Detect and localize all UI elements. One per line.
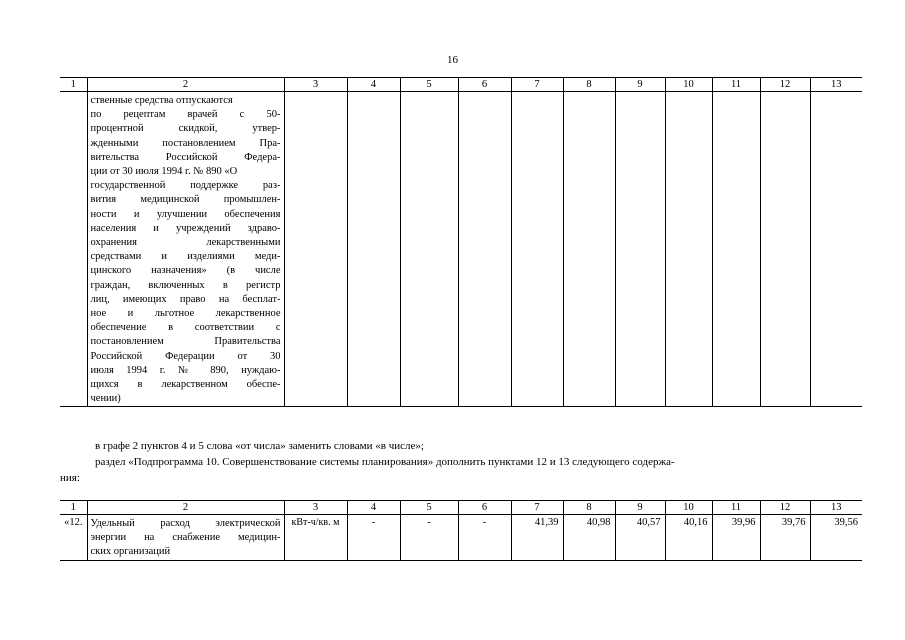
value-cell: 39,56 xyxy=(810,515,862,561)
description-line: июля 1994 г. № 890, нуждаю- xyxy=(90,364,281,376)
table-continued xyxy=(60,77,862,407)
description-line: энергии на снабжение медицин- xyxy=(90,532,281,544)
value-cell: 41,39 xyxy=(511,515,563,561)
row-number: «12. xyxy=(60,515,87,561)
column-header: 5 xyxy=(400,78,458,92)
description-line: ции от 30 июля 1994 г. № 890 «О xyxy=(90,166,238,178)
description-line: по рецептам врачей с 50- xyxy=(90,109,281,121)
column-header: 3 xyxy=(284,78,347,92)
column-header: 13 xyxy=(810,501,862,515)
column-header: 7 xyxy=(511,501,563,515)
table-cell xyxy=(563,92,615,407)
description-line: жденными постановлением Пра- xyxy=(90,137,281,149)
column-header: 6 xyxy=(458,78,511,92)
description-line: ских организаций xyxy=(90,546,171,558)
table-header-row xyxy=(60,501,862,515)
column-header: 4 xyxy=(347,78,400,92)
column-header: 9 xyxy=(615,501,665,515)
column-header: 12 xyxy=(760,78,810,92)
amendment-paragraph-2-end: ния: xyxy=(60,472,80,484)
column-header: 9 xyxy=(615,78,665,92)
description-line: государственной поддержке раз- xyxy=(90,180,281,192)
table-cell xyxy=(347,92,400,407)
description-cell xyxy=(87,515,284,561)
description-line: цинского назначения» (в числе xyxy=(90,265,281,277)
table-cell xyxy=(615,92,665,407)
description-line: постановлением Правительства xyxy=(90,336,281,348)
value-cell: 39,96 xyxy=(712,515,760,561)
table-new-items xyxy=(60,500,862,561)
column-header: 6 xyxy=(458,501,511,515)
description-line: Удельный расход электрической xyxy=(90,518,281,529)
description-line: вития медицинской промышлен- xyxy=(90,194,281,206)
column-header: 1 xyxy=(60,78,87,92)
description-line: средствами и изделиями меди- xyxy=(90,251,281,263)
table-header-row xyxy=(60,78,862,92)
table-cell xyxy=(712,92,760,407)
page-number: 16 xyxy=(447,54,458,66)
column-header: 10 xyxy=(665,78,712,92)
description-line: Российской Федерации от 30 xyxy=(90,350,281,362)
column-header: 7 xyxy=(511,78,563,92)
value-cell: - xyxy=(400,515,458,561)
table-cell xyxy=(511,92,563,407)
description-line: охранения лекарственными xyxy=(90,237,281,249)
column-header: 2 xyxy=(87,501,284,515)
column-header: 8 xyxy=(563,78,615,92)
description-line: ственные средства отпускаются xyxy=(90,95,233,106)
description-line: обеспечение в соответствии с xyxy=(90,322,281,334)
description-line: лиц, имеющих право на бесплат- xyxy=(90,293,281,305)
column-header: 2 xyxy=(87,78,284,92)
table-cell xyxy=(400,92,458,407)
column-header: 11 xyxy=(712,78,760,92)
column-header: 11 xyxy=(712,501,760,515)
table-cell xyxy=(760,92,810,407)
table-cell xyxy=(60,92,87,407)
table-cell xyxy=(810,92,862,407)
value-cell: - xyxy=(458,515,511,561)
description-cell xyxy=(87,92,284,407)
description-line: населения и учреждений здраво- xyxy=(90,222,281,234)
amendment-paragraph-1: в графе 2 пунктов 4 и 5 слова «от числа» заменить словами «в числе»; xyxy=(95,440,424,452)
column-header: 1 xyxy=(60,501,87,515)
value-cell: 39,76 xyxy=(760,515,810,561)
table-row xyxy=(60,515,862,561)
description-line: щихся в лекарственном обеспе- xyxy=(90,379,281,391)
value-cell: 40,57 xyxy=(615,515,665,561)
table-cell xyxy=(665,92,712,407)
column-header: 5 xyxy=(400,501,458,515)
column-header: 4 xyxy=(347,501,400,515)
table-cell xyxy=(284,92,347,407)
value-cell: - xyxy=(347,515,400,561)
amendment-paragraph-2: раздел «Подпрограмма 10. Совершенствование системы планирования» дополнить пунктами 12 и 13 следующего содержа- xyxy=(95,456,675,468)
description-line: чении) xyxy=(90,393,121,405)
description-line: вительства Российской Федера- xyxy=(90,151,281,163)
column-header: 12 xyxy=(760,501,810,515)
description-line: ное и льготное лекарственное xyxy=(90,308,281,320)
description-line: ности и улучшении обеспечения xyxy=(90,208,281,220)
table-row xyxy=(60,92,862,407)
column-header: 3 xyxy=(284,501,347,515)
description-line: граждан, включенных в регистр xyxy=(90,279,281,291)
description-line: процентной скидкой, утвер- xyxy=(90,123,281,135)
table-cell xyxy=(458,92,511,407)
value-cell: 40,16 xyxy=(665,515,712,561)
unit-cell: кВт-ч/кв. м xyxy=(284,515,347,561)
column-header: 10 xyxy=(665,501,712,515)
column-header: 8 xyxy=(563,501,615,515)
column-header: 13 xyxy=(810,78,862,92)
value-cell: 40,98 xyxy=(563,515,615,561)
